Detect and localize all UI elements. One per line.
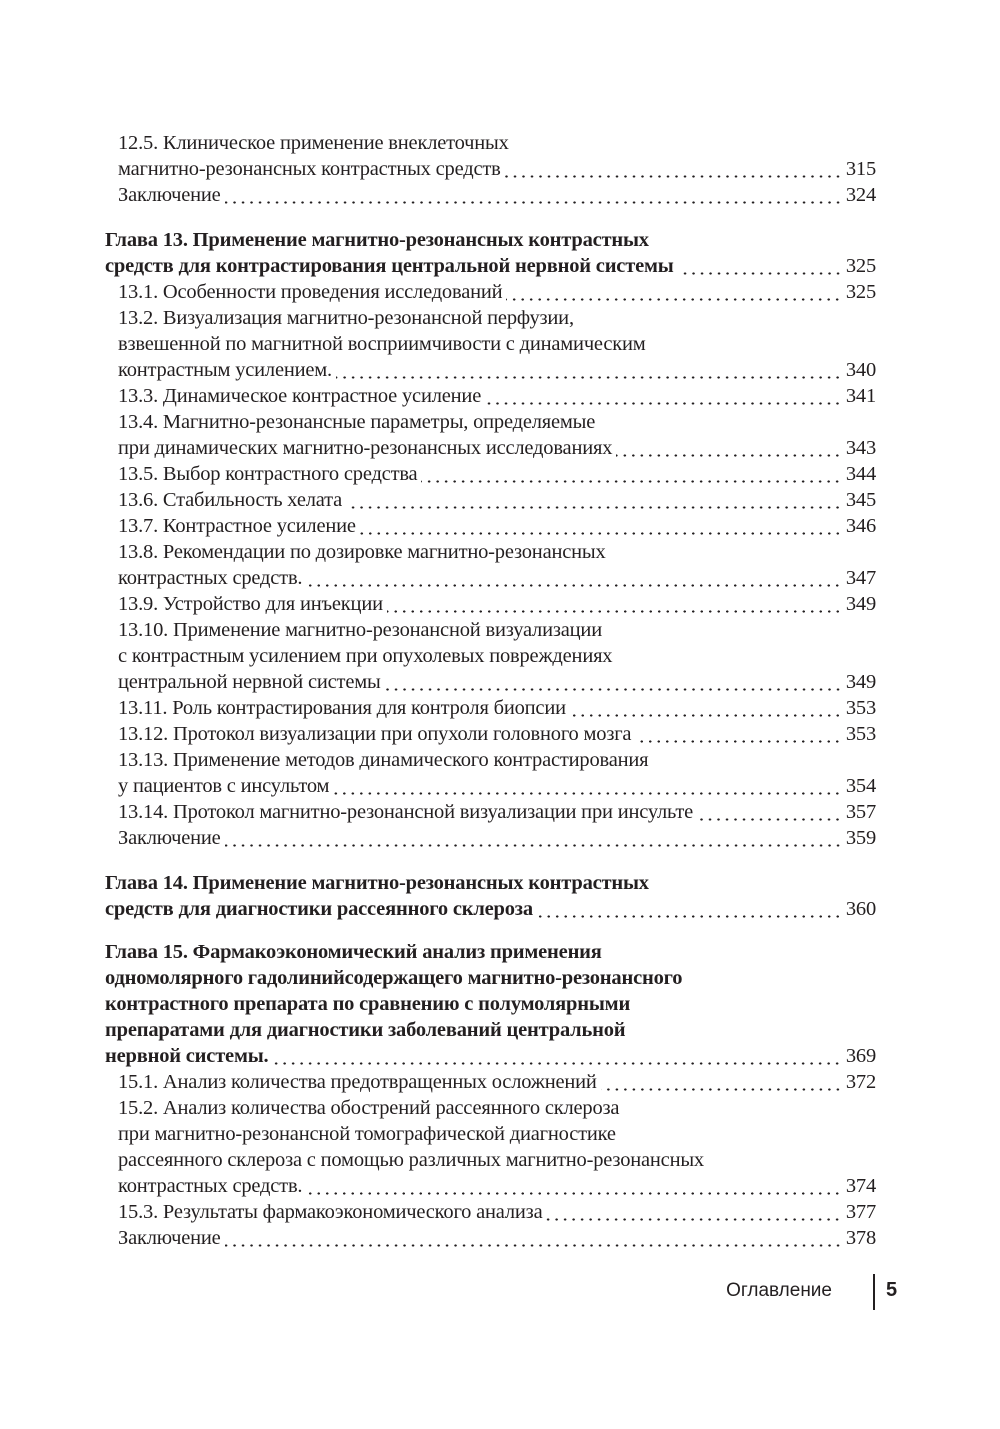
- toc-entry-title: у пациентов с инсультом: [118, 775, 330, 797]
- toc-entry-title: 13.3. Динамическое контрастное усиление: [118, 385, 482, 407]
- toc-line: [105, 870, 876, 896]
- dot-leader: [697, 818, 842, 821]
- toc-section: [105, 591, 876, 617]
- dot-leader: [333, 792, 842, 795]
- toc-page-number: 369: [845, 1045, 876, 1067]
- toc-line: [105, 1199, 876, 1225]
- toc-page-number: 359: [845, 827, 876, 849]
- toc-line: [105, 591, 876, 617]
- dot-leader: [336, 376, 842, 379]
- toc-section: [105, 487, 876, 513]
- toc-entry-title: взвешенной по магнитной восприимчивости с динамическим: [118, 333, 646, 355]
- toc-entry-title: 13.2. Визуализация магнитно-резонансной перфузии,: [118, 307, 574, 329]
- toc-entry-title: 13.12. Протокол визуализации при опухоли головного мозга: [118, 723, 632, 745]
- toc-page-number: 345: [845, 489, 876, 511]
- toc-line: [105, 279, 876, 305]
- toc-entry-title: центральной нервной системы: [118, 671, 381, 693]
- dot-leader: [505, 175, 842, 178]
- toc-entry-title: Глава 14. Применение магнитно-резонансных контрастных: [105, 872, 649, 894]
- toc-line: [105, 939, 876, 965]
- dot-leader: [546, 1218, 841, 1221]
- toc-line: [105, 156, 876, 182]
- toc-line: [105, 617, 876, 643]
- toc-chapter: [105, 939, 876, 1069]
- toc-section: [105, 383, 876, 409]
- toc-entry-title: Заключение: [118, 827, 221, 849]
- toc-page-number: 324: [845, 184, 876, 206]
- dot-leader: [616, 454, 842, 457]
- running-title: Оглавление: [726, 1280, 832, 1301]
- toc-chapter: [105, 227, 876, 279]
- toc-line: [105, 331, 876, 357]
- toc-entry-title: контрастного препарата по сравнению с полумолярными: [105, 993, 631, 1015]
- toc-entry-title: при магнитно-резонансной томографической диагностике: [118, 1123, 616, 1145]
- toc-line: [105, 409, 876, 435]
- toc-line: [105, 896, 876, 922]
- toc-line: [105, 773, 876, 799]
- toc-line: [105, 1043, 876, 1069]
- dot-leader: [360, 532, 842, 535]
- toc-section: [105, 1095, 876, 1199]
- toc-page-number: 353: [845, 723, 876, 745]
- toc-line: [105, 565, 876, 591]
- dot-leader: [485, 402, 842, 405]
- toc-line: [105, 1147, 876, 1173]
- dot-leader: [387, 610, 842, 613]
- toc-page-number: 377: [845, 1201, 876, 1223]
- toc-entry-title: 15.3. Результаты фармакоэкономического анализа: [118, 1201, 543, 1223]
- toc-section: [105, 747, 876, 799]
- dot-leader: [225, 1244, 842, 1247]
- toc-entry-title: 13.14. Протокол магнитно-резонансной визуализации при инсульте: [118, 801, 694, 823]
- toc-entry-title: контрастных средств.: [118, 567, 303, 589]
- toc-line: [105, 1069, 876, 1095]
- toc-page-number: 344: [845, 463, 876, 485]
- toc-page-number: 372: [845, 1071, 876, 1093]
- toc-entry-title: контрастных средств.: [118, 1175, 303, 1197]
- toc-page-number: 360: [845, 898, 876, 920]
- toc-entry-title: Заключение: [118, 184, 221, 206]
- dot-leader: [306, 1192, 841, 1195]
- toc-entry-title: 13.5. Выбор контрастного средства: [118, 463, 418, 485]
- toc-entry-title: 13.7. Контрастное усиление: [118, 515, 356, 537]
- toc-line: [105, 227, 876, 253]
- toc-page-number: 325: [845, 255, 876, 277]
- toc-entry-title: Глава 15. Фармакоэкономический анализ применения: [105, 941, 602, 963]
- toc-page-number: 353: [845, 697, 876, 719]
- toc-page-number: 346: [845, 515, 876, 537]
- dot-leader: [306, 584, 841, 587]
- toc-entry-title: 13.13. Применение методов динамического контрастирования: [118, 749, 649, 771]
- dot-leader: [601, 1088, 842, 1091]
- dot-leader: [421, 480, 841, 483]
- toc-entry-title: нервной системы.: [105, 1045, 269, 1067]
- toc-page-number: 378: [845, 1227, 876, 1249]
- toc-section: [105, 1069, 876, 1095]
- toc-entry-title: 15.2. Анализ количества обострений рассеянного склероза: [118, 1097, 620, 1119]
- toc-entry-title: 15.1. Анализ количества предотвращенных осложнений: [118, 1071, 597, 1093]
- toc-entry-title: 13.8. Рекомендации по дозировке магнитно-резонансных: [118, 541, 606, 563]
- toc-page-number: 349: [845, 671, 876, 693]
- toc-entry-title: контрастным усилением.: [118, 359, 332, 381]
- toc-entry-title: 13.6. Стабильность хелата: [118, 489, 343, 511]
- dot-leader: [570, 714, 842, 717]
- toc-entry-title: 13.4. Магнитно-резонансные параметры, определяемые: [118, 411, 596, 433]
- toc-line: [105, 130, 876, 156]
- toc-section: [105, 825, 876, 851]
- toc-line: [105, 253, 876, 279]
- toc-line: [105, 1017, 876, 1043]
- toc-section: [105, 305, 876, 383]
- toc-entry-title: 12.5. Клиническое применение внеклеточных: [118, 132, 509, 154]
- toc-section: [105, 1225, 876, 1251]
- toc-section: [105, 182, 876, 208]
- toc-line: [105, 965, 876, 991]
- toc-line: [105, 695, 876, 721]
- toc-line: [105, 669, 876, 695]
- toc-entry-title: 13.10. Применение магнитно-резонансной визуализации: [118, 619, 602, 641]
- toc-line: [105, 461, 876, 487]
- toc-entry-title: 13.1. Особенности проведения исследований: [118, 281, 503, 303]
- toc-entry-title: средств для диагностики рассеянного склероза: [105, 898, 533, 920]
- toc-page-number: 349: [845, 593, 876, 615]
- dot-leader: [225, 201, 842, 204]
- toc-line: [105, 383, 876, 409]
- dot-leader: [272, 1062, 841, 1065]
- toc-entry-title: препаратами для диагностики заболеваний центральной: [105, 1019, 626, 1041]
- toc-line: [105, 513, 876, 539]
- toc-line: [105, 747, 876, 773]
- toc-entry-title: одномолярного гадолинийсодержащего магнитно-резонансного: [105, 967, 683, 989]
- footer-divider: [873, 1274, 875, 1310]
- toc-section: [105, 513, 876, 539]
- toc-line: [105, 1173, 876, 1199]
- toc-section: [105, 1199, 876, 1225]
- toc-line: [105, 799, 876, 825]
- toc-page-number: 347: [845, 567, 876, 589]
- toc-line: [105, 1095, 876, 1121]
- page-number: 5: [886, 1279, 898, 1301]
- toc-section: [105, 409, 876, 461]
- toc-line: [105, 825, 876, 851]
- dot-leader: [537, 915, 842, 918]
- toc-entry-title: 13.9. Устройство для инъекции: [118, 593, 383, 615]
- toc-page-number: 343: [845, 437, 876, 459]
- toc-line: [105, 1121, 876, 1147]
- toc-entry-title: средств для контрастирования центральной нервной системы: [105, 255, 674, 277]
- toc-entry-title: 13.11. Роль контрастирования для контроля биопсии: [118, 697, 566, 719]
- toc-entry-title: Глава 13. Применение магнитно-резонансных контрастных: [105, 229, 649, 251]
- toc-section: [105, 539, 876, 591]
- toc-section: [105, 695, 876, 721]
- dot-leader: [346, 506, 842, 509]
- toc-line: [105, 721, 876, 747]
- page-footer: [726, 1274, 898, 1310]
- dot-leader: [385, 688, 842, 691]
- toc-line: [105, 435, 876, 461]
- toc-page-number: 357: [845, 801, 876, 823]
- toc-line: [105, 182, 876, 208]
- toc-entry-title: рассеянного склероза с помощью различных магнитно-резонансных: [118, 1149, 704, 1171]
- toc-page-number: 325: [845, 281, 876, 303]
- toc-page-number: 315: [845, 158, 876, 180]
- toc-line: [105, 539, 876, 565]
- toc-chapter: [105, 870, 876, 922]
- toc-line: [105, 643, 876, 669]
- toc-section: [105, 721, 876, 747]
- toc-entry-title: при динамических магнитно-резонансных исследованиях: [118, 437, 613, 459]
- toc-page-number: 341: [845, 385, 876, 407]
- toc-line: [105, 305, 876, 331]
- toc-section: [105, 279, 876, 305]
- dot-leader: [635, 740, 842, 743]
- toc-section: [105, 461, 876, 487]
- toc-line: [105, 991, 876, 1017]
- toc-section: [105, 617, 876, 695]
- toc-line: [105, 357, 876, 383]
- table-of-contents: [105, 130, 876, 1251]
- dot-leader: [678, 272, 842, 275]
- toc-page-number: 340: [845, 359, 876, 381]
- toc-line: [105, 1225, 876, 1251]
- dot-leader: [506, 298, 841, 301]
- toc-page-number: 354: [845, 775, 876, 797]
- toc-page-number: 374: [845, 1175, 876, 1197]
- toc-entry-title: Заключение: [118, 1227, 221, 1249]
- toc-section: [105, 799, 876, 825]
- toc-section: [105, 130, 876, 182]
- toc-entry-title: магнитно-резонансных контрастных средств: [118, 158, 501, 180]
- dot-leader: [225, 844, 842, 847]
- toc-line: [105, 487, 876, 513]
- toc-entry-title: с контрастным усилением при опухолевых повреждениях: [118, 645, 613, 667]
